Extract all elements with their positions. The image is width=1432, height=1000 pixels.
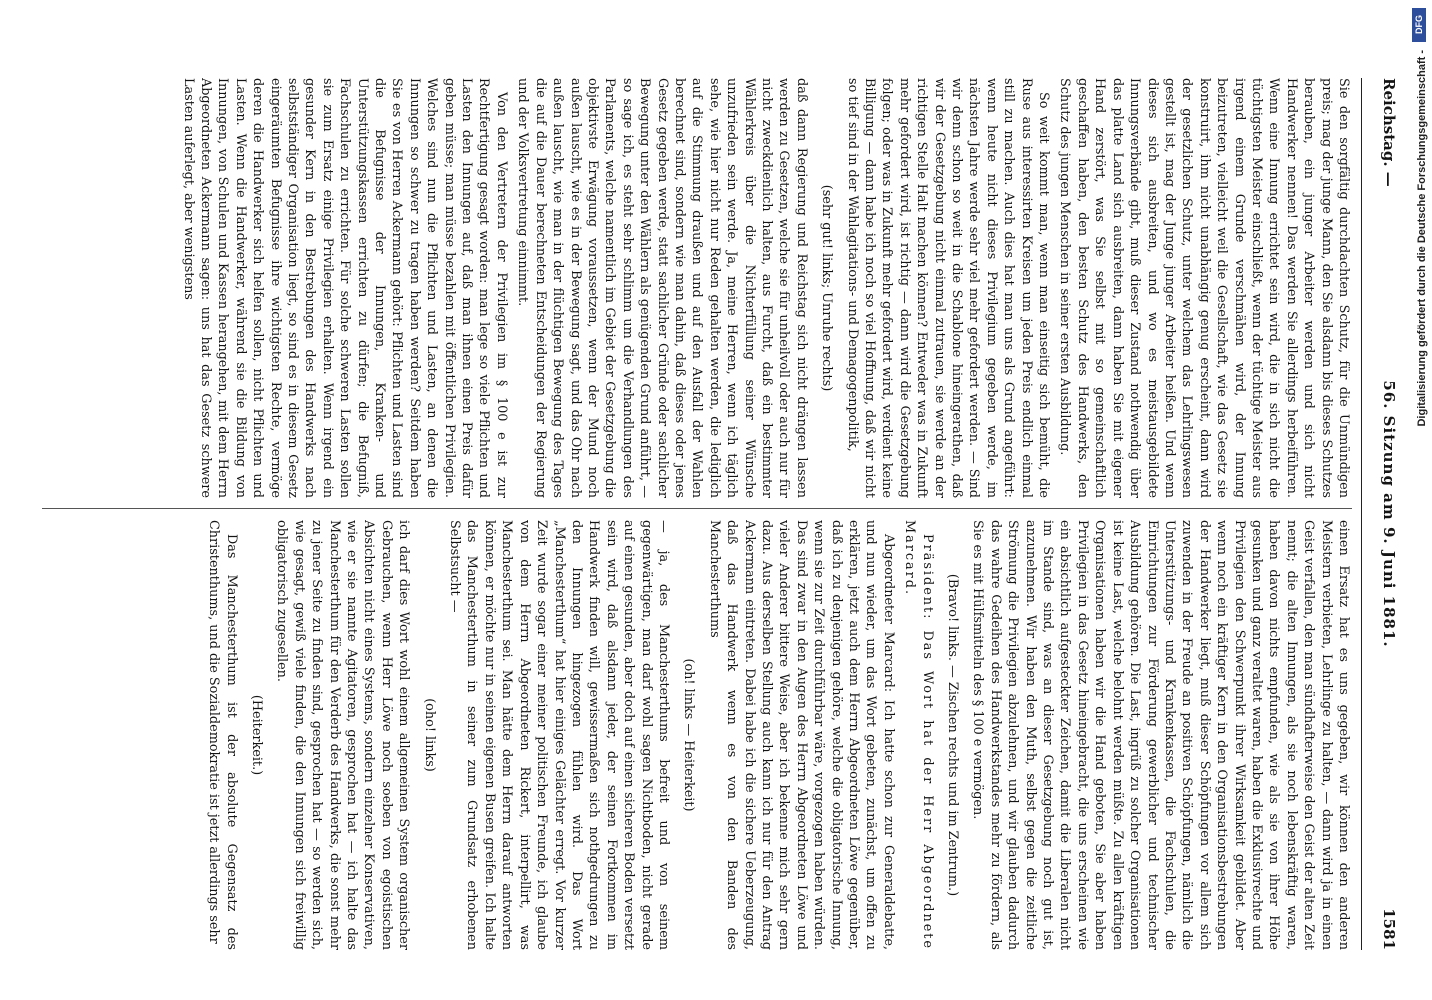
applause-note: (Heiterkeit.) <box>249 694 265 776</box>
paragraph: daß dann Regierung und Reichstag sich nicht drängen lassen werden zu Gesetzen, welche sie für unheilvoll oder auch nur für nicht zweckdienlich halten, aus Furcht, daß ein bestimmter Wählerkreis über die Nichterfüllung seiner Wünsche unzufrieden sein werde. Ja, meine Herren, wenn ich täglich sehe, wie hier nicht nur Reden gehalten werden, die lediglich auf die Stimmung draußen und auf den Ausfall der Wahlen berechnet sind, sondern wie man dahin, daß dieses oder jenes Gesetz gegeben werde, statt sachlicher Gründe oder sachlicher Bewegung unter den Wählern als genügenden Grund anführt, — so sage ich, es steht sehr schlimm um die Verhandlungen des Parlaments, welche namentlich im Gebiet der Gesetzgebung die objektivste Erwägung voraussetzen, wenn der Mund noch außen lauscht, wie es in der Bewegung sagt, und das Ohr nach außen lauscht, wie man in der flüchtigen Bewegung des Tages die auf die Dauer berechneten Entscheidungen der Regierung und der Volksvertretung einnimmt. <box>515 78 809 498</box>
page-number: 1581 <box>1380 908 1398 950</box>
paragraph: Das Manchesterthum ist der absolute Gegensatz des Christenthums, und die Sozialdemokratie ist jetzt allerdings sehr <box>206 520 239 950</box>
digitization-credit <box>1384 0 1432 1000</box>
paragraph: Sie den sorgfältig durchdachten Schutz, für die Unmündigen preis; mag der junge Mann, den Sie alsdann bis dieses Schutzes berauben, ein junger Arbeiter werden und sich nicht Handwerker nennen! Das werden Sie allerdings herbeiführen. Wenn eine Innung errichtet sein wird, die in sich nicht die tüchtigsten Meister einschließt, wenn der tüchtige Meister aus irgend einem Grunde verschmähen wird, der Innung beizutreten, vielleicht weil die Gesellschaft, wie das Gesetz sie konstruirt, ihm nicht unabhängig genug erscheint, dann wird der gesetzlichen Schutz, unter welchem das Lehrlingswesen gestellt ist, mag der Junge junger Arbeiter heißen. Und wenn dieses sich ausbreiten, und wo es meistausgebildete Innungsverbände gibt, muß dieser Zustand nothwendig über das platte Land sich ausbreiten, dann haben Sie mit eigener Hand zerstört, was Sie selbst mit so gemeinschaftlich geschaffen haben, den besten Schutz des Handwerks, den Schutz des jungen Menschen in seiner ersten Ausbildung. <box>1057 78 1351 498</box>
applause-note: (Bravo! links. — Zischen rechts und im Zentrum.) <box>945 573 961 897</box>
header-session-date: 56. Sitzung am 9. Juni 1881. <box>1380 380 1398 648</box>
column-divider <box>42 508 1352 509</box>
right-column <box>42 520 1352 950</box>
dfg-logo-icon: DFG <box>1412 8 1426 42</box>
paragraph: Von den Vertretern der Privilegien im § 100 e ist zur Rechtfertigung gesagt worden: man lege so viele Pflichten und Lasten den Innungen auf, daß man ihnen einen Preis dafür geben müsse; man müsse bezahlen mit öffentlichen Privilegien. Welches sind nun die Pflichten und Lasten, an denen die Innungen so schwer zu tragen haben werden? Seitdem haben Sie es von Herren Ackermann gehört: Pflichten und Lasten sind die Befugnisse der Innungen, Kranken- und Unterstützungskassen errichten zu dürfen; die Befugniß, Fachschulen zu errichten. Für solche schweren Lasten sollen sie zum Ersatz einige Privilegien erhalten. Wenn irgend ein gesunder Kern in den Bestrebungen des Handwerks nach selbstständiger Organisation liegt, so sind es in diesem Gesetz eingeräumten Befugnisse ihre wichtigsten Rechte, vermöge deren die Handwerker sich helfen sollen, nicht Pflichten und Lasten. Wenn die Handwerker, während sie die Bildung von Innungen, von Schulen und Kassen herangehen, mit dem Herrn Abgeordneten Ackermann sagen: uns hat das Gesetz schwere Lasten auferlegt, aber wenigstens <box>180 78 509 498</box>
paragraph: Abgeordneter Marcard: Ich hatte schon zur Generaldebatte, und nun wieder, um das Wort gebeten, zunächst, um offen zu erklären, jetzt auch dem Herrn Abgeordneten Löwe gegenüber, daß ich zu denjenigen gehöre, welche die obligatorische Innung, wenn sie zur Zeit durchführbar wäre, vorgezogen haben würden. Das sind zwar in den Augen des Herrn Abgeordneten Löwe und vieler Anderer bittere Weise, aber ich bekenne mich sehr gern dazu. Aus derselben Stellung auch kann ich nur für den Antrag Ackermann eintreten. Dabei habe ich die sichere Ueberzeugung, daß das Handwerk wenn es von den Banden des Manchesterthums <box>706 520 896 950</box>
paragraph: — ja, des Manchesterthums befreit und von seinem gegenwärtigen, man darf wohl sagen Nichtboden, nicht gerade auf einen gesunden, aber doch auf einen sicheren Boden versetzt sein wird, daß alsdann jeder, der seinen Fortkommen im Handwerk finden will, gewissermaßen sich nothgedrungen zu den Innungen hingezogen fühlen wird. Das Wort „Manchesterthum“ hat hier einiges Gelächter erregt. Vor kurzer Zeit wurde sogar einer meiner politischen Freunde, ich glaube von dem Herrn Abgeordneten Rickert, interpellirt, was Manchesterthum sei. Man hätte dem Herrn darauf antworten können, er möchte nur in seinen eigenen Busen greifen. Ich halte das Manchesterthum in seiner zum Grundsatz erhobenen Selbstsucht — <box>447 520 671 950</box>
header-rule <box>1361 78 1362 950</box>
paragraph: ich darf dies Wort wohl einem allgemeinen System organischer Gebrauchen, wenn Herr Löwe noch soeben von egoistischen Absichten nicht eines Systems, sondern einzelner Konservativen, wie er sie nannte Agitatoren, gesprochen hat — ich halte das Manchesterthum für den Verderb des Handwerks, die sonst mehr zu jener Seite zu finden sind, gesprochen hat — so werden sich, wie gesagt, gewiß viele finden, die den Innungen sich freiwillig obligatorisch zugesellen. <box>274 520 412 950</box>
applause-note: (oho! links) <box>421 698 437 772</box>
president-line: Präsident: Das Wort hat der Herr Abgeordnete Marcard. <box>902 520 935 950</box>
paragraph: einen Ersatz hat es uns gegeben, wir können den anderen Meistern verbieten, Lehrlinge zu halten, — dann wird ja in einen Geist verfallen, den man sündhafterweise den Geist der alten Zeit nennt; die alten Innungen, als sie noch lebenskräftig waren, haben davon nichts empfunden, wie als sie von ihrer Höhe gesunken und ganz veraltet waren, haben die Exklusivrechte und Privilegien den Schwerpunkt ihrer Wirksamkeit gebildet. Aber wenn noch ein kräftiger Kern in den Organisationsbestrebungen der Handwerker liegt, muß dieser Schöpfungen vor allem sich zuwenden in der Freude an positiven Schöpfungen, nämlich die Unterstützungs- und Krankenkassen, die Fachschulen, die Einrichtungen zur Förderung gewerblicher und technischer Ausbildung gehören. Die Last, ingrüß zu solcher Organisationen ist keine Last, welche belohnt werden müßte. Zu allen kräftigen Organisationen haben wir die Hand geboten, Sie aber haben Privilegien in das Gesetz hineingebracht, die uns erscheinen wie ein absichtlich aufgesteckter Zeichen, damit die Liberalen nicht im Stande sind, was an dieser Gesetzgebung noch gut ist, anzunehmen. Wir haben den Muth, selbst gegen die zeitliche Strömung die Privilegien abzulehnen, und wir glauben dadurch das wahre Gedeihen des Handwerkstandes mehr zu fördern, als Sie es mit Hülfsmitteln des § 100 e vermögen. <box>970 520 1351 950</box>
credit-text: Digitalisierung gefördert durch die Deutsche Forschungsgemeinschaft - <box>1416 50 1428 427</box>
applause-note: (sehr gut! links; Unruhe rechts) <box>819 184 835 392</box>
header-title: Reichstag. — <box>1380 78 1398 187</box>
left-column <box>42 78 1352 498</box>
applause-note: (oh! links — Heiterkeit) <box>681 658 697 812</box>
paragraph: So weit kommt man, wenn man einseitig sich bemüht, die Ruse aus interessirten Kreisen um jeden Preis endlich einmal still zu machen. Auch dies hat man uns als Grund angeführt: wenn heute nicht dieses Privilegium gegeben werde, im nächsten Jahre werde sehr viel mehr gefordert werden. — Sind wir denn schon so weit in die Schablone hineingerathen, daß wir der Gesetzgebung nicht einmal zutrauen, sie werde an der richtigen Stelle Halt machen können? Entweder was in Zukunft mehr gefordert wird, ist richtig — dann wird die Gesetzgebung folgen; oder was in Zukunft mehr gefordert wird, verdient keine Billigung — dann habe ich noch so viel Hoffnung, daß wir nicht so tief sind in der Wahlagitations- und Demagogenpolitik, <box>844 78 1052 498</box>
